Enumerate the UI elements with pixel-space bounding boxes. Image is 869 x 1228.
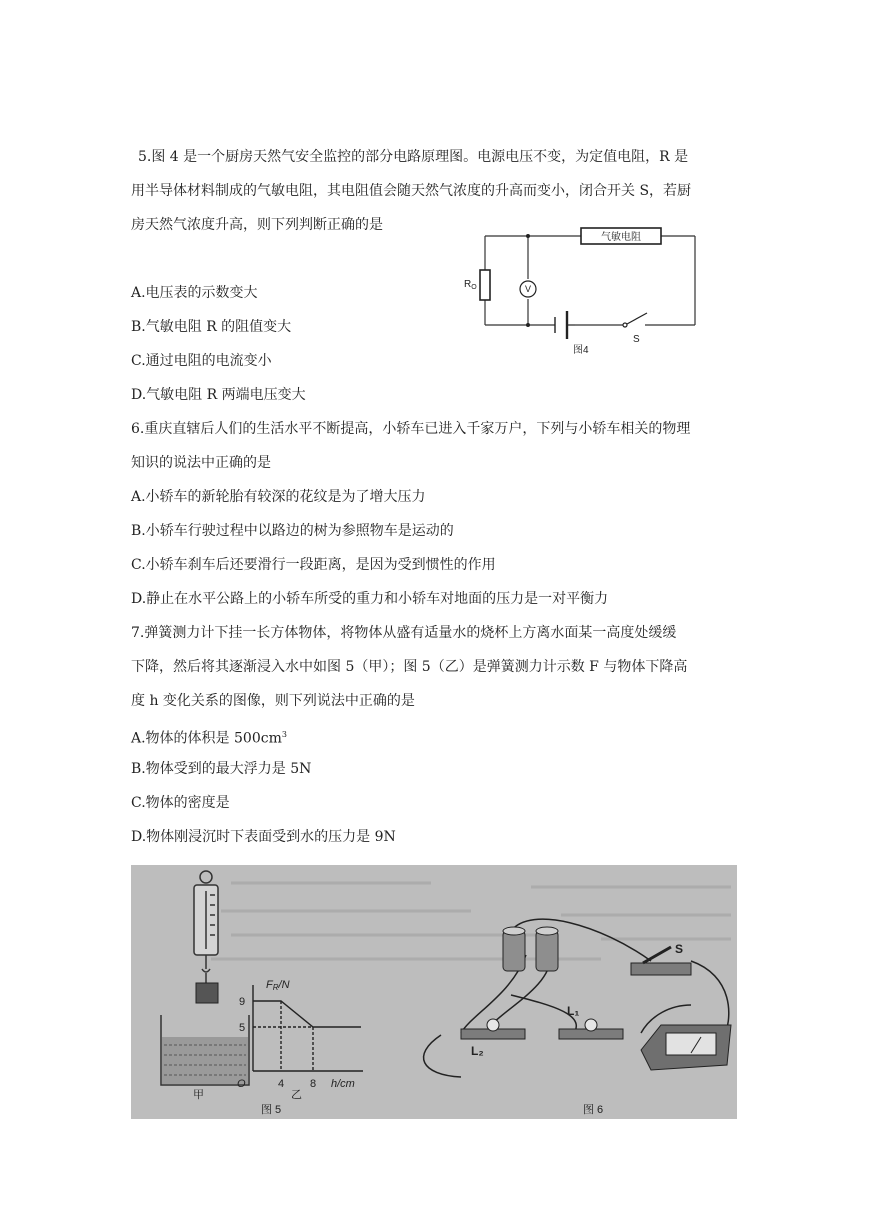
y-axis-label: F bbox=[266, 979, 273, 991]
q7-option-a bbox=[131, 725, 287, 749]
q7-option-a-superscript: 3 bbox=[281, 730, 287, 739]
svg-text:RO bbox=[464, 279, 477, 291]
figure-4-caption: 图4 bbox=[573, 345, 589, 356]
r0-label: R bbox=[464, 279, 472, 290]
x-axis-unit: /cm bbox=[337, 1078, 355, 1090]
label-yi: 乙 bbox=[291, 1089, 302, 1101]
l2-label: L₂ bbox=[471, 1044, 484, 1058]
figure-5-caption: 图 5 bbox=[261, 1104, 282, 1116]
q5-option-c: C.通过电阻的电流变小 bbox=[131, 353, 272, 369]
svg-text:FR/N bbox=[266, 979, 290, 992]
q5-stem-line2: 用半导体材料制成的气敏电阻，其电阻值会随天然气浓度的升高而变小，闭合开关 S，若厨 bbox=[131, 183, 692, 199]
fig6-switch-label: S bbox=[675, 942, 684, 956]
q6-option-c: C.小轿车刹车后还要滑行一段距离，是因为受到惯性的作用 bbox=[131, 557, 496, 573]
r0-subscript: O bbox=[471, 284, 477, 291]
q5-stem-line1: 5.图 4 是一个厨房天然气安全监控的部分电路原理图。电源电压不变，为定值电阻，R 是 bbox=[138, 149, 689, 165]
origin-label: O bbox=[237, 1078, 246, 1090]
q5-option-b: B.气敏电阻 R 的阻值变大 bbox=[131, 319, 292, 335]
q6-option-a: A.小轿车的新轮胎有较深的花纹是为了增大压力 bbox=[131, 489, 426, 505]
switch-label: S bbox=[633, 334, 640, 345]
q6-option-b: B.小轿车行驶过程中以路边的树为参照物车是运动的 bbox=[131, 523, 454, 539]
x-tick-4: 4 bbox=[278, 1078, 285, 1090]
q7-stem-line3: 度 h 变化关系的图像，则下列说法中正确的是 bbox=[131, 693, 415, 709]
q7-option-a-text: A.物体的体积是 500cm bbox=[131, 730, 282, 747]
battery-icon bbox=[555, 311, 575, 339]
label-jia: 甲 bbox=[193, 1089, 204, 1101]
l1-label: L₁ bbox=[567, 1004, 580, 1018]
y-axis-subscript: R bbox=[272, 983, 279, 992]
q7-option-c: C.物体的密度是 bbox=[131, 795, 230, 811]
q6-stem-line2: 知识的说法中正确的是 bbox=[131, 455, 271, 471]
figure-6-caption: 图 6 bbox=[583, 1104, 604, 1116]
q5-option-d: D.气敏电阻 R 两端电压变大 bbox=[131, 387, 306, 403]
q6-stem-line1: 6.重庆直辖后人们的生活水平不断提高，小轿车已进入千家万户，下列与小轿车相关的物理 bbox=[131, 421, 691, 437]
svg-text:h/cm bbox=[331, 1078, 355, 1090]
gas-sensor-label: 气敏电阻 bbox=[601, 232, 641, 243]
voltmeter-label: V bbox=[524, 284, 532, 294]
r0-resistor bbox=[480, 270, 490, 300]
q7-option-b: B.物体受到的最大浮力是 5N bbox=[131, 761, 312, 777]
y-axis-unit: /N bbox=[278, 979, 290, 991]
figure-4-circuit bbox=[455, 220, 715, 370]
y-tick-5: 5 bbox=[239, 1022, 246, 1034]
y-tick-9: 9 bbox=[239, 996, 246, 1008]
switch-icon bbox=[623, 313, 647, 327]
figures-5-6-scan bbox=[131, 865, 737, 1119]
q7-option-d: D.物体刚浸沉时下表面受到水的压力是 9N bbox=[131, 829, 396, 845]
q5-option-a: A.电压表的示数变大 bbox=[131, 285, 258, 301]
x-axis-label: h bbox=[331, 1078, 338, 1090]
q7-stem-line2: 下降，然后将其逐渐浸入水中如图 5（甲）；图 5（乙）是弹簧测力计示数 F 与物体下降高 bbox=[131, 659, 688, 675]
block-object bbox=[196, 983, 218, 1003]
x-tick-8: 8 bbox=[310, 1078, 317, 1090]
q6-option-d: D.静止在水平公路上的小轿车所受的重力和小轿车对地面的压力是一对平衡力 bbox=[131, 591, 609, 607]
q7-stem-line1: 7.弹簧测力计下挂一长方体物体，将物体从盛有适量水的烧杯上方离水面某一高度处缓缓 bbox=[131, 625, 677, 641]
q5-stem-line3: 房天然气浓度升高，则下列判断正确的是 bbox=[131, 217, 383, 233]
